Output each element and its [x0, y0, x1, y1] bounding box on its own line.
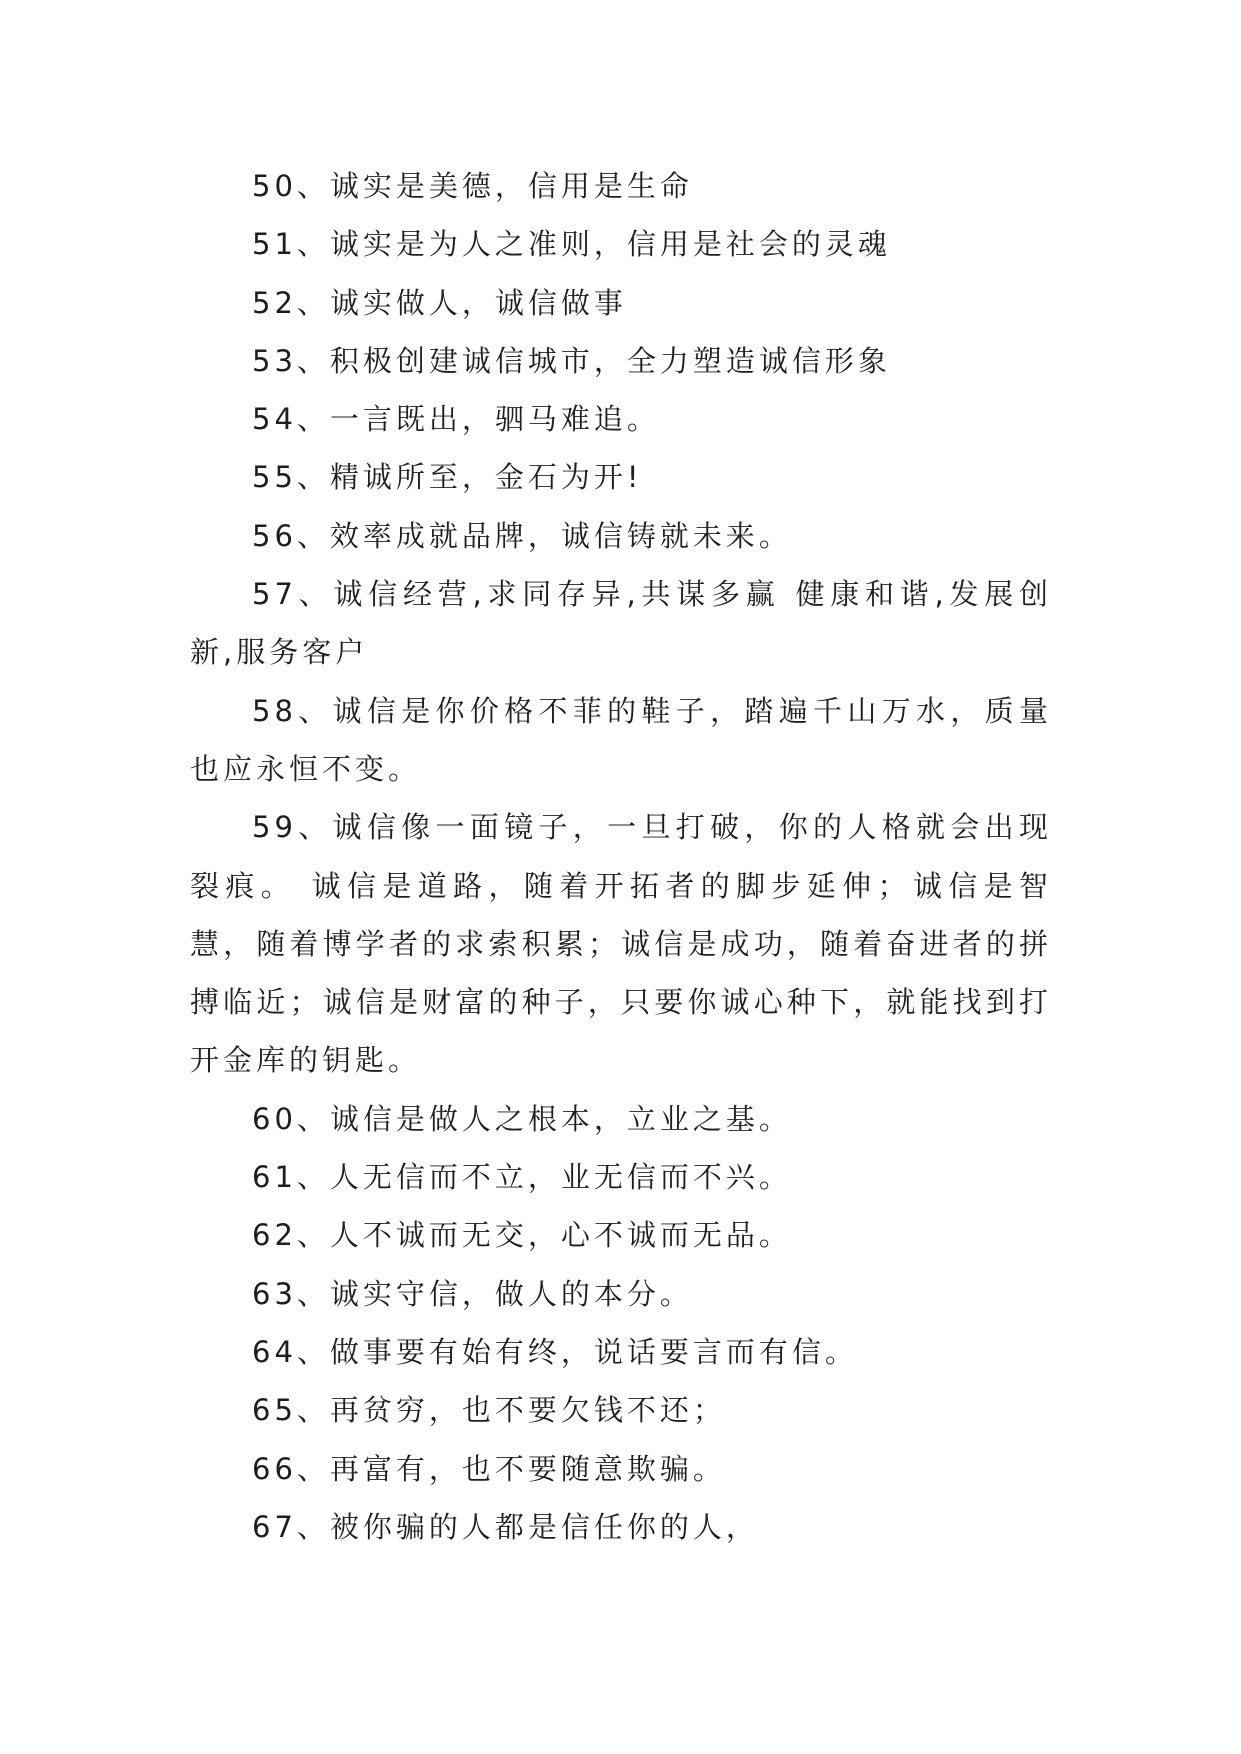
paragraph-53: 53、积极创建诚信城市，全力塑造诚信形象: [252, 343, 891, 378]
paragraph-66: 66、再富有，也不要随意欺骗。: [252, 1451, 726, 1486]
paragraph-57: 57、诚信经营,求同存异,共谋多赢 健康和谐,发展创新,服务客户: [190, 577, 1052, 670]
paragraph-65: 65、再贫穷，也不要欠钱不还；: [252, 1393, 726, 1428]
paragraph-54: 54、一言既出，驷马难追。: [252, 402, 660, 437]
paragraph-56: 56、效率成就品牌，诚信铸就未来。: [252, 518, 792, 553]
paragraph-63: 63、诚实守信，做人的本分。: [252, 1276, 693, 1311]
paragraph-50: 50、诚实是美德，信用是生命: [252, 169, 693, 203]
paragraph-60: 60、诚信是做人之根本，立业之基。: [252, 1101, 792, 1136]
document-body: [190, 157, 1052, 1556]
paragraph-62: 62、人不诚而无交，心不诚而无品。: [252, 1218, 792, 1253]
paragraph-52: 52、诚实做人，诚信做事: [252, 285, 627, 320]
paragraph-58: 58、诚信是你价格不菲的鞋子，踏遍千山万水，质量也应永恒不变。: [190, 693, 1052, 786]
paragraph-59: 59、诚信像一面镜子，一旦打破，你的人格就会出现裂痕。 诚信是道路，随着开拓者的脚步延伸；诚信是智慧，随着博学者的求索积累；诚信是成功，随着奋进者的拼搏临近；诚信是财富的种子，只要你诚心种下，就能找到打开金库的钥匙。: [190, 810, 1052, 1078]
paragraph-67: 67、被你骗的人都是信任你的人，: [252, 1509, 759, 1544]
paragraph-51: 51、诚实是为人之准则，信用是社会的灵魂: [252, 227, 891, 262]
paragraph-64: 64、做事要有始有终，说话要言而有信。: [252, 1334, 858, 1369]
paragraph-55: 55、精诚所至，金石为开!: [252, 460, 643, 495]
paragraph-61: 61、人无信而不立，业无信而不兴。: [252, 1160, 792, 1195]
